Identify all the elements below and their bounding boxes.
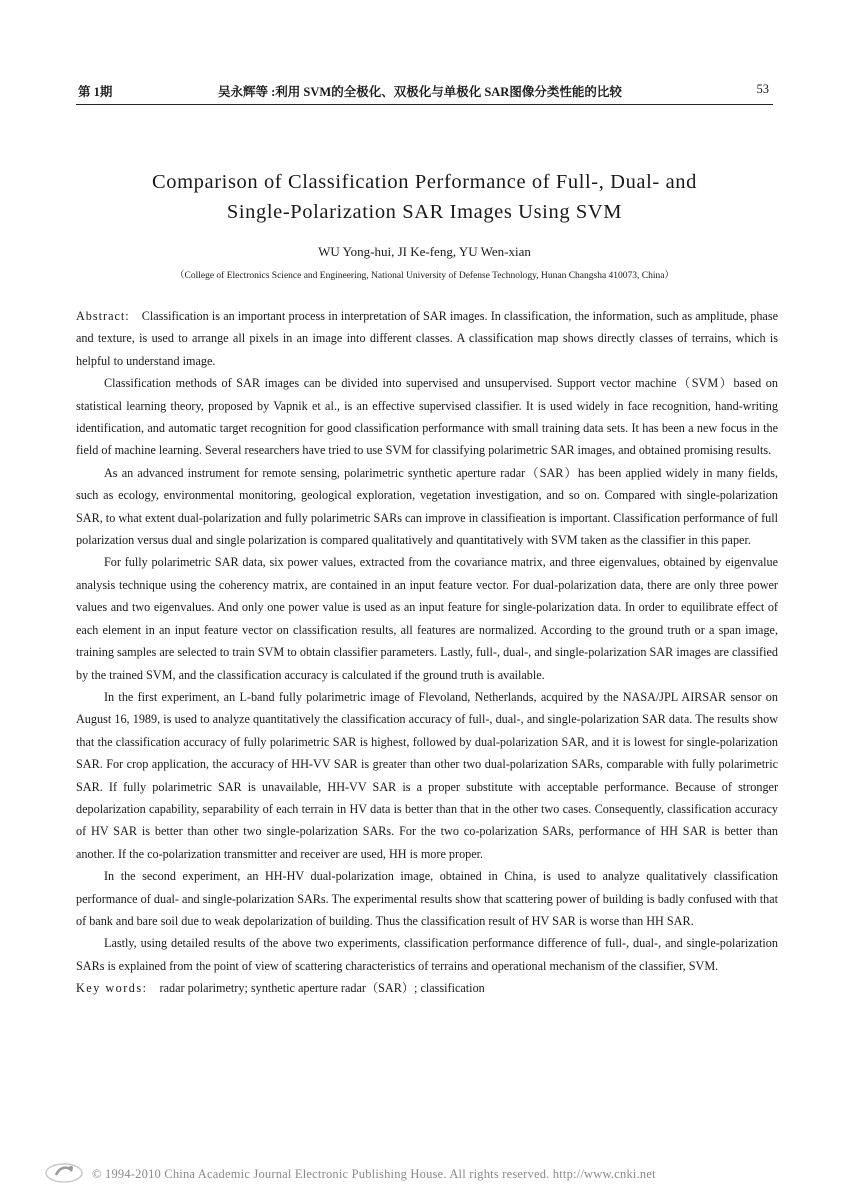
copyright-notice: © 1994-2010 China Academic Journal Electronic Publishing House. All rights reserved. http://www.cnki.net — [92, 1167, 656, 1181]
running-header — [78, 82, 769, 102]
abstract-text: Classification is an important process in interpretation of SAR images. In classification, the information, such as amplitude, phase and texture, is used to arrange all pixels in an image into different classes. A classification map shows directly classes of terrains, which is helpful to understand image. — [76, 309, 778, 368]
abstract-label: Abstract: — [76, 309, 130, 323]
header-rule — [76, 104, 773, 105]
abstract-paragraph: Classification methods of SAR images can be divided into supervised and unsupervised. Support vector machine（SVM）based on statistical learning theory, proposed by Vapnik et al., is an effective supervised classifier. It is used widely in face recognition, hand-writing identification, and automatic target recognition for good classification performance with small training data sets. It has been a new focus in the field of machine learning. Several researchers have tried to use SVM for classifying polarimetric SAR images, and obtained promising results. — [76, 376, 778, 458]
keywords-label: Key words: — [76, 981, 148, 996]
issue-label: 第 1期 — [78, 85, 113, 99]
abstract-paragraph — [76, 305, 778, 372]
abstract-paragraph: As an advanced instrument for remote sensing, polarimetric synthetic aperture radar（SAR）has been applied widely in many fields, such as ecology, environmental monitoring, geological exploration, vegetation investigation, and so on. Compared with single-polarization SAR, to what extent dual-polarization and fully polarimetric SARs can improve in classifieation is important. Classification performance of full polarization versus dual and single polarization is compared qualitatively and quantitatively with SVM taken as the classifier in this paper. — [76, 465, 778, 548]
paper-title — [60, 167, 789, 227]
abstract-body — [76, 305, 778, 1000]
keywords-line — [76, 977, 778, 999]
author-affiliation: （College of Electronics Science and Engineering, National University of Defense Technology, Hunan Changsha 410073, China） — [174, 271, 674, 281]
running-title: 吴永辉等 :利用 SVM的全极化、双极化与单极化 SAR图像分类性能的比较 — [218, 85, 622, 99]
abstract-paragraph: Lastly, using detailed results of the above two experiments, classification performance difference of full-, dual-, and single-polarization SARs is explained from the point of view of scattering characteristics of terrains and operational mechanism of the classifier, SVM. — [76, 936, 778, 973]
keywords-text: radar polarimetry; synthetic aperture radar（SAR）; classification — [159, 981, 485, 996]
page-footer — [40, 1158, 800, 1188]
abstract-paragraph: In the first experiment, an L-band fully polarimetric image of Flevoland, Netherlands, acquired by the NASA/JPL AIRSAR sensor on August 16, 1989, is used to analyze quantitatively the classification accuracy of full-, dual-, and single-polarization SAR data. The results show that the classification accuracy of fully polarimetric SAR is highest, followed by dual-polarization SAR, and it is lowest for single-polarization SAR. For crop application, the accuracy of HH-VV SAR is greater than other two dual-polarization SARs, comparable with fully polarimetric SAR. If fully polarimetric SAR is unavailable, HH-VV SAR is a proper substitute with acceptable performance. Because of stronger depolarization capability, separability of each terrain in HV data is better than that in the other two cases. Consequently, classification accuracy of HV SAR is better than other two single-polarization SARs. For the two co-polarization SARs, performance of HH SAR is better than another. If the co-polarization transmitter and receiver are used, HH is more proper. — [76, 689, 778, 861]
title-line-2: Single-Polarization SAR Images Using SVM — [226, 201, 623, 223]
title-line-1: Comparison of Classification Performance of Full-, Dual- and — [152, 171, 697, 193]
page-number: 53 — [756, 82, 769, 96]
abstract-paragraph: In the second experiment, an HH-HV dual-polarization image, obtained in China, is used to analyze qualitatively classification performance of dual- and single-polarization SARs. The experimental results show that scattering power of building is badly confused with that of bank and bare soil due to weak depolarization of building. Thus the classification result of HV SAR is worse than HH SAR. — [76, 869, 778, 928]
author-list: WU Yong-hui, JI Ke-feng, YU Wen-xian — [318, 244, 531, 259]
cnki-logo-icon — [44, 1160, 84, 1184]
abstract-paragraph: For fully polarimetric SAR data, six power values, extracted from the covariance matrix, and three eigenvalues, obtained by eigenvalue analysis technique using the coherency matrix, are contained in an input feature vector. For dual-polarization data, there are only three power values and two eigenvalues. And only one power value is used as an input feature for single-polarization data. In order to equilibrate effect of each element in an input feature vector on classification results, all features are normalized. According to the ground truth or a span image, training samples are selected to train SVM to obtain classifier parameters. Lastly, full-, dual-, and single-polarization SAR images are classified by the trained SVM, and the classification accuracy is calculated if the ground truth is available. — [76, 555, 778, 682]
